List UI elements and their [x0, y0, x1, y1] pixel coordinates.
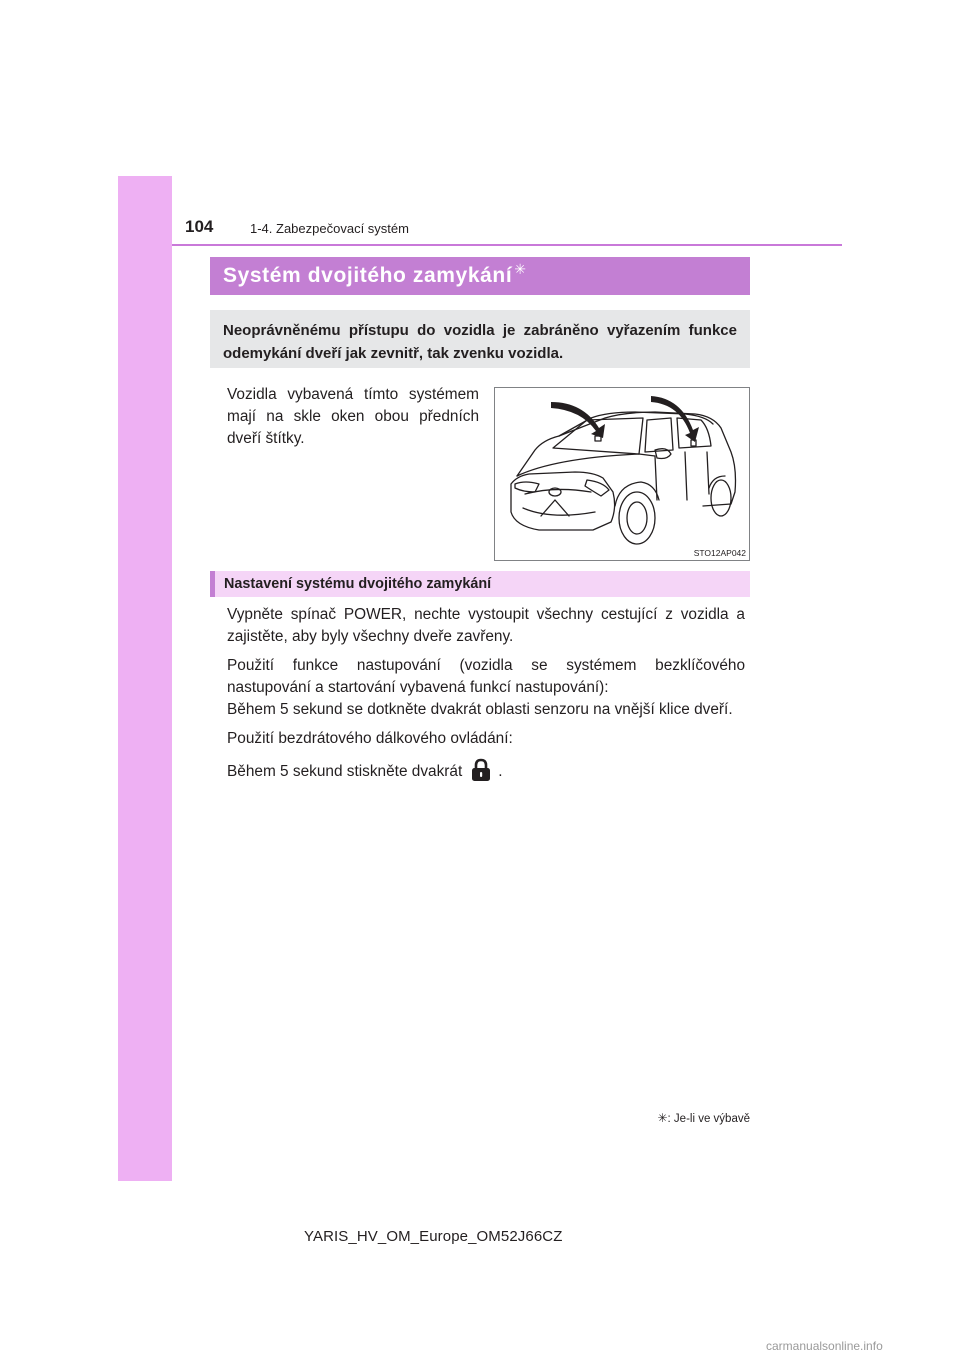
watermark: carmanualsonline.info — [766, 1339, 883, 1353]
subheading: Nastavení systému dvojitého zamykání — [210, 571, 750, 597]
footnote-text: : Je-li ve výbavě — [667, 1113, 750, 1125]
footnote-marker: ✳ — [657, 1111, 668, 1125]
lock-icon — [470, 757, 492, 783]
car-label-paragraph: Vozidla vybavená tímto systémem mají na skle oken obou předních dveří štítky. — [227, 386, 479, 447]
header-divider — [172, 244, 842, 246]
page-title: Systém dvojitého zamykání — [223, 264, 513, 287]
step-press-lock — [227, 757, 745, 783]
intro-summary: Neoprávněnému přístupu do vozidla je zabráněno vyřazením funkce odemykání dveří jak zevnitř, tak zvenku vozidla. — [210, 310, 750, 368]
setting-instructions — [227, 604, 745, 790]
section-title-bar — [210, 257, 750, 295]
step-wireless-remote: Použití bezdrátového dálkového ovládání: — [227, 730, 513, 747]
car-drawing — [495, 388, 749, 560]
footnote — [614, 1111, 750, 1125]
figure-code: STO12AP042 — [693, 548, 746, 558]
step-press-lock-end: . — [498, 763, 503, 780]
optional-equipment-marker: ✳ — [514, 260, 526, 277]
step-power-off: Vypněte spínač POWER, nechte vystoupit všechny cestující z vozidla a zajistěte, aby byly všechny dveře zavřeny. — [227, 606, 745, 645]
step-entry-function: Použití funkce nastupování (vozidla se systémem bezklíčového nastupování a startování vybavená funkcí nastupování): Během 5 sekund se dotkněte dvakrát oblasti senzoru na vnější klice dveří. — [227, 657, 745, 718]
side-tab-strip — [118, 176, 172, 1181]
car-illustration — [494, 387, 750, 561]
page-number: 104 — [185, 217, 214, 236]
document-id: YARIS_HV_OM_Europe_OM52J66CZ — [304, 1228, 563, 1245]
section-reference: 1-4. Zabezpečovací systém — [250, 221, 409, 236]
step-press-lock-text: Během 5 sekund stiskněte dvakrát — [227, 763, 463, 780]
